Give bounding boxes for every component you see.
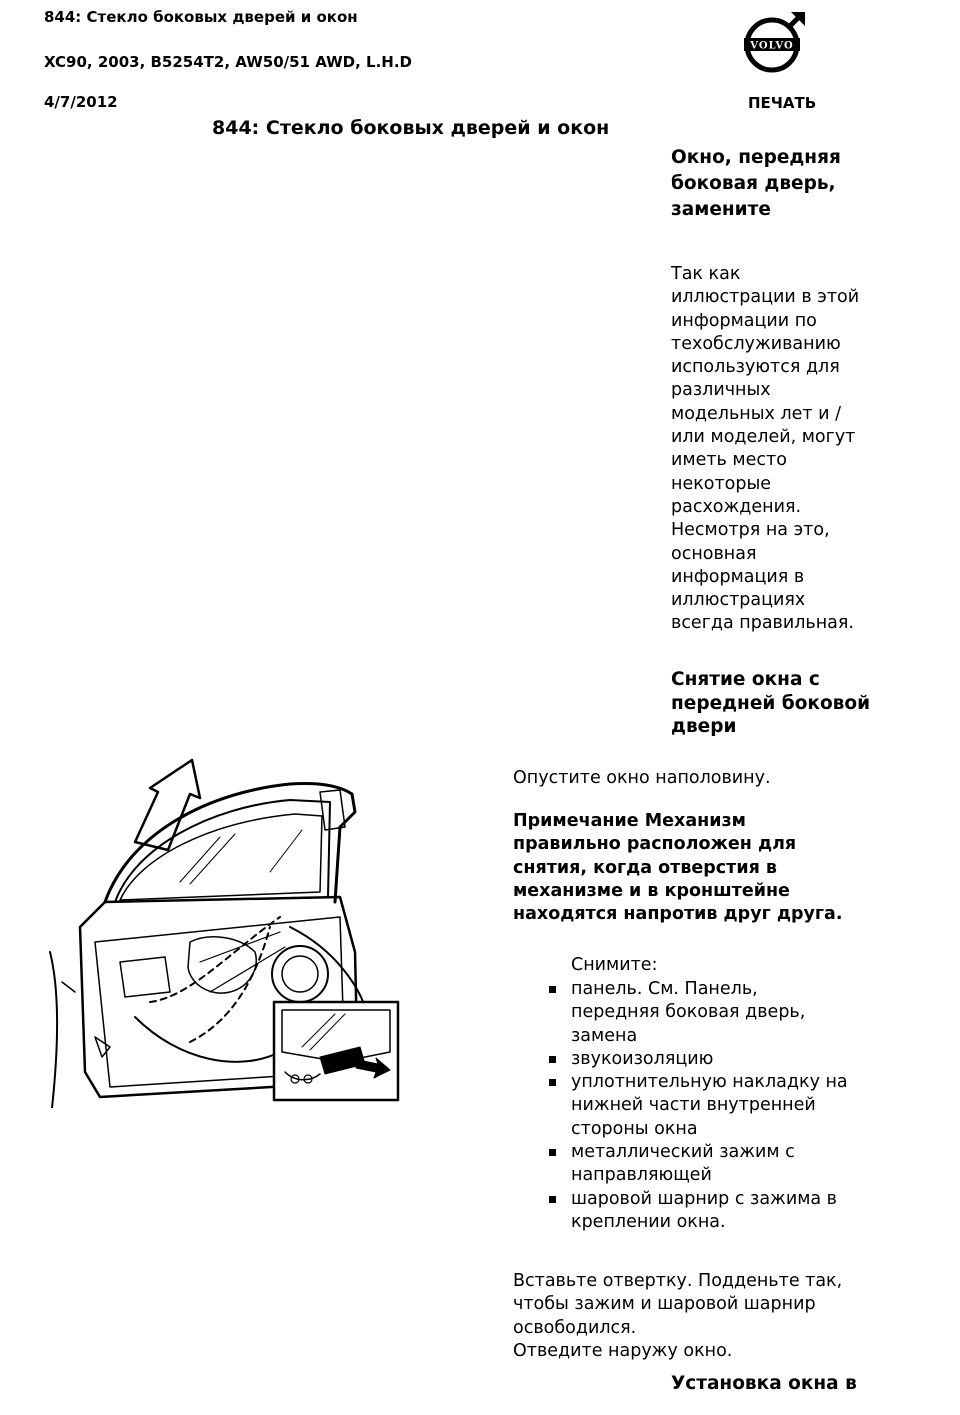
list-item-line: металлический зажим с (571, 1142, 795, 1163)
bullet-icon (549, 986, 556, 993)
intro-line: иллюстрациях (671, 590, 806, 611)
bullet-icon (549, 1196, 556, 1203)
intro-line: расхождения. (671, 496, 802, 517)
intro-line: или моделей, могут (671, 427, 856, 448)
intro-line: иллюстрации в этой (671, 287, 860, 308)
list-item-line: уплотнительную накладку на (571, 1072, 848, 1093)
vehicle-info: XC90, 2003, B5254T2, AW50/51 AWD, L.H.D (44, 53, 413, 71)
note-line: находятся напротив друг друга. (513, 904, 843, 925)
intro-line: основная (671, 543, 757, 564)
door-window-illustration (40, 752, 402, 1108)
list-item-line: замена (571, 1025, 638, 1046)
list-item-line: передняя боковая дверь, (571, 1002, 806, 1023)
list-item (571, 1071, 848, 1141)
procedure-title-line: боковая дверь, (671, 173, 836, 194)
intro-line: информации по (671, 310, 817, 331)
intro-line: Несмотря на это, (671, 520, 830, 541)
list-item (571, 1048, 848, 1071)
removal-title-line: Снятие окна с (671, 669, 820, 690)
list-item (571, 1141, 848, 1188)
list-item-line: стороны окна (571, 1118, 698, 1139)
final-line: чтобы зажим и шаровой шарнир (513, 1294, 816, 1315)
intro-line: информация в (671, 566, 805, 587)
note-line: Примечание Механизм (513, 811, 746, 831)
note-line: механизме и в кронштейне (513, 880, 790, 901)
list-item (571, 1188, 848, 1235)
section-title: 844: Стекло боковых дверей и окон (212, 117, 610, 139)
final-line: освободился. (513, 1317, 637, 1338)
bullet-icon (549, 1079, 556, 1086)
remove-label: Снимите: (571, 955, 658, 975)
note-line: правильно расположен для (513, 834, 797, 855)
remove-list (571, 978, 848, 1234)
intro-line: различных (671, 380, 771, 401)
intro-line: всегда правильная. (671, 613, 854, 634)
removal-title-line: передней боковой (671, 692, 871, 714)
removal-title-line: двери (671, 716, 737, 737)
procedure-title (671, 145, 841, 223)
print-date: 4/7/2012 (44, 93, 118, 111)
list-item-line: шаровой шарнир с зажима в (571, 1188, 837, 1209)
list-item (571, 978, 848, 1048)
intro-line: техобслуживанию (671, 333, 841, 354)
print-button[interactable]: ПЕЧАТЬ (748, 94, 817, 112)
volvo-logo (741, 10, 807, 74)
svg-text:VOLVO: VOLVO (750, 40, 794, 52)
procedure-title-line: Окно, передняя (671, 147, 841, 168)
intro-line: иметь место (671, 450, 787, 471)
note-paragraph (513, 810, 843, 926)
bullet-icon (549, 1056, 556, 1063)
bullet-icon (549, 1149, 556, 1156)
removal-title (671, 668, 870, 739)
final-line: Вставьте отвертку. Подденьте так, (513, 1271, 843, 1291)
install-title: Установка окна в (671, 1373, 857, 1394)
step-lower-window: Опустите окно наполовину. (513, 768, 771, 788)
list-item-line: панель. См. Панель, (571, 979, 758, 999)
final-line: Отведите наружу окно. (513, 1340, 733, 1361)
intro-line: используются для (671, 357, 840, 378)
intro-paragraph (671, 263, 859, 636)
list-item-line: креплении окна. (571, 1211, 726, 1232)
list-item-line: нижней части внутренней (571, 1095, 816, 1116)
list-item-line: направляющей (571, 1165, 712, 1186)
note-line: снятия, когда отверстия в (513, 857, 777, 878)
procedure-title-line: замените (671, 199, 771, 220)
list-item-line: звукоизоляцию (571, 1048, 714, 1069)
intro-line: модельных лет и / (671, 403, 841, 424)
intro-line: Так как (671, 264, 741, 284)
final-paragraph (513, 1270, 842, 1363)
intro-line: некоторые (671, 473, 772, 494)
header-title: 844: Стекло боковых дверей и окон (44, 8, 358, 26)
